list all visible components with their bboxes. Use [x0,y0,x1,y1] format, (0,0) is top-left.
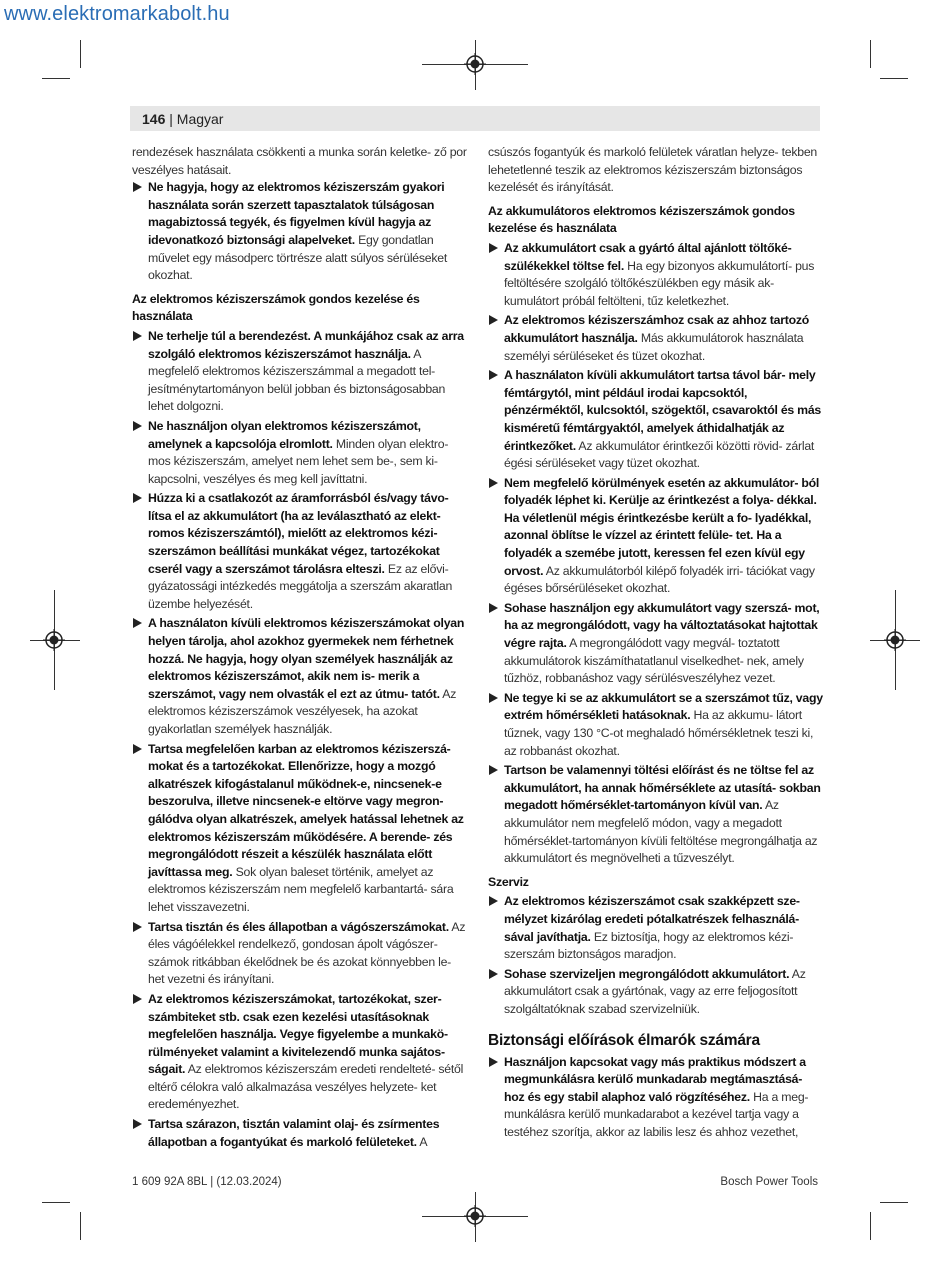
instruction-bold: Sohase használjon egy akkumulátort vagy szerszá- mot, ha az megrongálódott, vagy ha változtatásokat hajtottak végre rajta. [504,600,820,651]
instruction-bold: Ne használjon olyan elektromos kéziszerszámot, amelynek a kapcsolója elromlott. [148,418,421,451]
instruction-text: Ha egy bizonyos akkumulátortí- pus feltöltésére szolgáló töltőkészülékben egy másik ak- kumulátort próbál feltölteni, tűz keletkezhet. [504,258,815,308]
page-header-bar [130,106,820,131]
bullet-triangle-icon [133,618,142,628]
safety-instruction [488,690,824,760]
page-number: 146 [142,111,166,127]
instruction-bold: Tartsa tisztán és éles állapotban a vágószerszámokat. [148,919,449,934]
bullet-triangle-icon [133,922,142,932]
instruction-text: Az akkumulátor nem megfelelő módon, vagy a megadott hőmérséklet-tartományon kívüli feltöltése megrongálhatja az akkumulátort és megnövelheti a tűzveszélyt. [504,798,818,866]
instruction-bold: A használaton kívüli akkumulátort tartsa távol bár- mely fémtárgytól, mint például irodai kapcsoktól, pénzérméktől, kulcsoktól, szögektől, csavaroktól és más kisméretű fémtárgyaktól, amelyek áthidalhatják az érintkezőket. [504,368,822,453]
instruction-bold: Tartsa megfelelően karban az elektromos kéziszerszá- mokat és a tartozékokat. Ellenőrizze, hogy a mozgó alkatrészek kifogástalanul működnek-e, nincsenek-e beszorulva, illetve nincsenek-e eltörve vagy megron- gálódva olyan alkatrészek, amelyek hatással lehetnek az elektromos kéziszerszám működésére. A berende- zés megrongálódott részeit a készülék használata előtt javíttassa meg. [148,741,464,879]
bullet-triangle-icon [133,493,142,503]
left-column [132,144,468,1153]
footer-brand: Bosch Power Tools [720,1176,818,1188]
bullet-triangle-icon [133,994,142,1004]
paragraph: rendezések használata csökkenti a munka során keletke- ző por veszélyes hatásait. [132,145,467,177]
instruction-bold: Ne tegye ki se az akkumulátort se a szerszámot tűz, vagy extrém hőmérsékleti hatásoknak. [504,690,823,723]
safety-instruction [132,919,468,989]
bullet-triangle-icon [489,693,498,703]
safety-instruction [488,312,824,365]
bullet-triangle-icon [133,744,142,754]
instruction-bold: A használaton kívüli elektromos kéziszerszámokat olyan helyen tárolja, ahol azokhoz gyermekek nem férhetnek hozzá. Ne hagyja, hogy olyan személyek használják az elektromos kéziszerszámot, akik nem is- merik a szerszámot, vagy nem olvasták el ezt az útmu- tatót. [148,616,465,701]
bullet-triangle-icon [489,1057,498,1067]
instruction-text: Az akkumulátort csak a gyártónak, vagy az erre feljogosított szolgáltatóknak szabad szervizelniük. [504,966,806,1016]
instruction-text: Az akkumulátor érintkezői közötti rövid- zárlat égési sérüléseket vagy tüzet okozhat. [504,438,815,471]
instruction-bold: Nem megfelelő körülmények esetén az akkumulátor- ból folyadék léphet ki. Kerülje az érintkezést a folya- dékkal. Ha véletlenül mégis érintkezésbe került a fo- lyadékkal, azonnal öblítse le vízzel az érintett felüle- tet. Ha a folyadék a szemébe jutott, keressen fel ezen kívül egy orvost. [504,475,820,578]
footer-doc-id: 1 609 92A 8BL | (12.03.2024) [132,1176,282,1188]
bullet-triangle-icon [133,182,142,192]
instruction-bold: Tartsa szárazon, tisztán valamint olaj- és zsírmentes állapotban a fogantyúkat és markoló felületeket. [148,1117,440,1149]
instruction-bold: Az akkumulátort csak a gyártó által ajánlott töltőké- szülékekkel töltse fel. [504,240,792,273]
safety-instruction [488,367,824,473]
instruction-bold: Sohase szervizeljen megrongálódott akkumulátort. [504,966,790,981]
safety-instruction [488,475,824,598]
safety-instruction [132,991,468,1114]
instruction-text: Egy gondatlan művelet egy másodperc törtrésze alatt súlyos sérüléseket okozhat. [148,232,448,283]
bullet-triangle-icon [489,969,498,979]
chapter-heading: Biztonsági előírások élmarók számára [488,1031,760,1049]
header-language: Magyar [176,111,224,127]
instruction-text: Az akkumulátorból kilépő folyadék irri- tációkat vagy égéses bőrsérüléseket okozhat. [504,563,815,596]
instruction-bold: Tartson be valamennyi töltési előírást és ne töltse fel az akkumulátort, ha annak hőmérséklete az utasítá- sokban megadott hőmérséklet-tartományon kívül van. [504,763,821,813]
right-column [488,144,824,1143]
section-heading: Az elektromos kéziszerszámok gondos kezelése és használata [132,291,420,324]
instruction-text: Ez az elővi- gyázatossági intézkedés meggátolja a szerszám akaratlan üzembe helyezését. [148,561,453,611]
crop-mark [880,78,908,79]
instruction-text: Más akkumulátorok használata személyi sérüléseket és tüzet okozhat. [504,330,804,363]
bullet-triangle-icon [489,765,498,775]
safety-instruction [488,1054,824,1142]
instruction-bold: Ne terhelje túl a berendezést. A munkájához csak az arra szolgáló elektromos kéziszerszámot használja. [148,328,464,361]
crop-mark [870,1212,871,1240]
crop-mark [880,1202,908,1203]
crop-mark [42,78,70,79]
instruction-bold: Az elektromos kéziszerszámokat, tartozékokat, szer- számbiteket stb. csak ezen kezelési utasításoknak megfelelően használja. Vegye figyelembe a munkakö- rülményeket valamint a kivitelezendő munka sajátos- ságait. [148,991,448,1077]
section-heading: Szerviz [488,874,529,889]
crop-mark [42,1202,70,1203]
paragraph: csúszós fogantyúk és markoló felületek váratlan helyze- tekben lehetetlenné teszik az elektromos kéziszerszám biztonságos kezelését és irányítását. [488,145,817,195]
safety-instruction [488,762,824,868]
crop-mark [80,40,81,68]
registration-mark-icon [464,1205,486,1227]
instruction-text: Ha a meg- munkálásra kerülő munkadarabot a kezével tartja vagy a testéhez szorítja, akkor az labilis lesz és ahhoz vezethet, [504,1089,809,1139]
bullet-triangle-icon [489,896,498,906]
safety-instruction [488,893,824,963]
instruction-text: Ha az akkumu- látort tűznek, vagy 130 °C-ot meghaladó hőmérsékletnek teszi ki, az robbanást okozhat. [504,708,814,758]
instruction-text: A megrongálódott vagy megvál- toztatott akkumulátorok kiszámíthatatlanul viselkedhet- nek, amely tűzhöz, robbanáshoz vagy sérülésveszélyhez vezet. [504,636,804,686]
registration-mark-icon [884,629,906,651]
bullet-triangle-icon [133,331,142,341]
safety-instruction [132,328,468,416]
safety-instruction [132,741,468,917]
header-separator: | [165,111,177,127]
registration-mark-icon [464,53,486,75]
bullet-triangle-icon [133,421,142,431]
crop-mark [870,40,871,68]
safety-instruction [488,600,824,688]
instruction-text: Az elektromos kéziszerszám eredeti rendelteté- sétől eltérő célokra való alkalmazása veszélyes helyzete- ket eredeményezhet. [148,1062,464,1112]
instruction-text: A [416,1134,428,1149]
instruction-text: Sok olyan baleset történik, amelyet az elektromos kéziszerszám nem megfelelő karbantartá- sára lehet visszavezetni. [148,864,454,914]
instruction-text: Az elektromos kéziszerszámok veszélyesek, ha azokat gyakorlatlan személyek használják. [148,686,457,736]
instruction-text: Ez biztosítja, hogy az elektromos kézi- szerszám biztonságos maradjon. [504,929,794,962]
instruction-bold: Az elektromos kéziszerszámot csak szakképzett sze- mélyzet kizárólag eredeti pótalkatrészek felhasználá- sával javíthatja. [504,894,800,944]
instruction-bold: Használjon kapcsokat vagy más praktikus módszert a megmunkálásra kerülő munkadarab megtámasztásá- hoz és egy stabil alaphoz való rögzítéséhez. [504,1054,806,1104]
safety-instruction [132,418,468,488]
instruction-text: Minden olyan elektro- mos kéziszerszám, amelyet nem lehet sem be-, sem ki- kapcsolni, veszélyes és meg kell javíttatni. [148,436,449,486]
page-header [142,111,223,127]
bullet-triangle-icon [489,478,498,488]
registration-mark-icon [43,629,65,651]
instruction-bold: Az elektromos kéziszerszámhoz csak az ahhoz tartozó akkumulátort használja. [504,313,810,345]
safety-instruction [132,490,468,613]
safety-instruction [132,615,468,738]
safety-instruction [132,1116,468,1151]
crop-mark [80,1212,81,1240]
bullet-triangle-icon [489,370,498,380]
safety-instruction [132,179,468,285]
instruction-text: A megfelelő elektromos kéziszerszámmal a megadott tel- jesítménytartományon belül jobban és biztonságosabban lehet dolgozni. [148,346,446,414]
watermark-url[interactable]: www.elektromarkabolt.hu [4,3,230,25]
bullet-triangle-icon [133,1119,142,1129]
bullet-triangle-icon [489,603,498,613]
instruction-bold: Ne hagyja, hogy az elektromos kéziszerszám gyakori használata során szerzett tapasztalatok túlságosan magabiztossá tegyék, és figyelmen kívül hagyja az idevonatkozó biztonsági alapelveket. [148,180,445,247]
section-heading: Az akkumulátoros elektromos kéziszerszámok gondos kezelése és használata [488,203,795,236]
bullet-triangle-icon [489,315,498,325]
safety-instruction [488,240,824,310]
bullet-triangle-icon [489,243,498,253]
safety-instruction [488,966,824,1019]
instruction-text: Az éles vágóélekkel rendelkező, gondosan ápolt vágószer- számok ritkábban ékelődnek be és azokat könnyebben le- het vezetni és irányítani. [148,919,466,987]
instruction-bold: Húzza ki a csatlakozót az áramforrásból és/vagy távo- lítsa el az akkumulátort (ha az leválasztható az elekt- romos kéziszerszámtól), mielőtt az elektromos kézi- szerszámon beállítási munkákat végez, tartozékokat cserél vagy a szerszámot tárolásra elteszi. [148,491,449,576]
